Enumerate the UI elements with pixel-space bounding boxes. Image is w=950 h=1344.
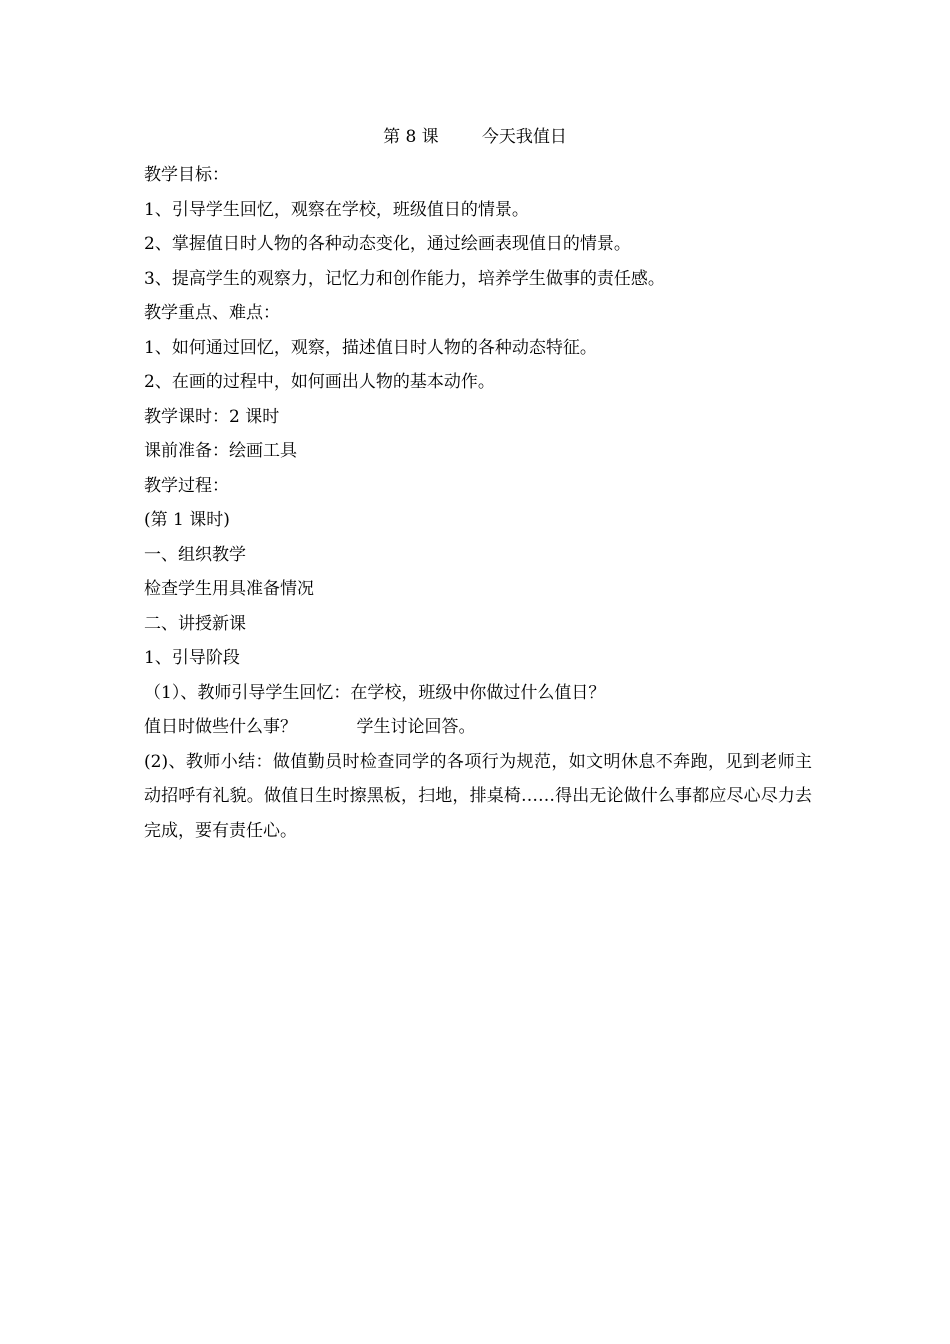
goal-item-2: 2、掌握值日时人物的各种动态变化，通过绘画表现值日的情景。: [144, 234, 631, 254]
guide-stage: 1、引导阶段: [144, 648, 240, 668]
student-discussion: 值日时做些什么事？ 学生讨论回答。: [144, 717, 476, 737]
teacher-summary: (2)、教师小结：做值勤员时检查同学的各项行为规范，如文明休息不奔跑，见到老师主动招呼有礼貌。做值日生时擦黑板，扫地，排桌椅……得出无论做什么事都应尽心尽力去完成，要有责任心。: [144, 751, 812, 841]
goal-item-1: 1、引导学生回忆，观察在学校，班级值日的情景。: [144, 199, 529, 220]
class-hours: 教学课时：2 课时: [144, 406, 280, 427]
check-tools: 检查学生用具准备情况: [144, 579, 314, 599]
heading-key-points: 教学重点、难点：: [144, 303, 280, 323]
section-organize: 一、组织教学: [144, 544, 246, 565]
heading-teaching-process: 教学过程：: [144, 475, 229, 496]
session-label: (第 1 课时): [144, 510, 230, 530]
section-new-lesson: 二、讲授新课: [144, 613, 246, 634]
key-point-1: 1、如何通过回忆，观察，描述值日时人物的各种动态特征。: [144, 337, 597, 358]
preparation: 课前准备：绘画工具: [144, 441, 297, 461]
teacher-guide: （1）、教师引导学生回忆：在学校，班级中你做过什么值日？: [144, 682, 606, 703]
lesson-title: 第 8 课 今天我值日: [383, 127, 567, 147]
goal-item-3: 3、提高学生的观察力，记忆力和创作能力，培养学生做事的责任感。: [144, 268, 665, 289]
document-body: [144, 158, 812, 848]
key-point-2: 2、在画的过程中，如何画出人物的基本动作。: [144, 372, 495, 392]
heading-teaching-goals: 教学目标：: [144, 165, 229, 185]
